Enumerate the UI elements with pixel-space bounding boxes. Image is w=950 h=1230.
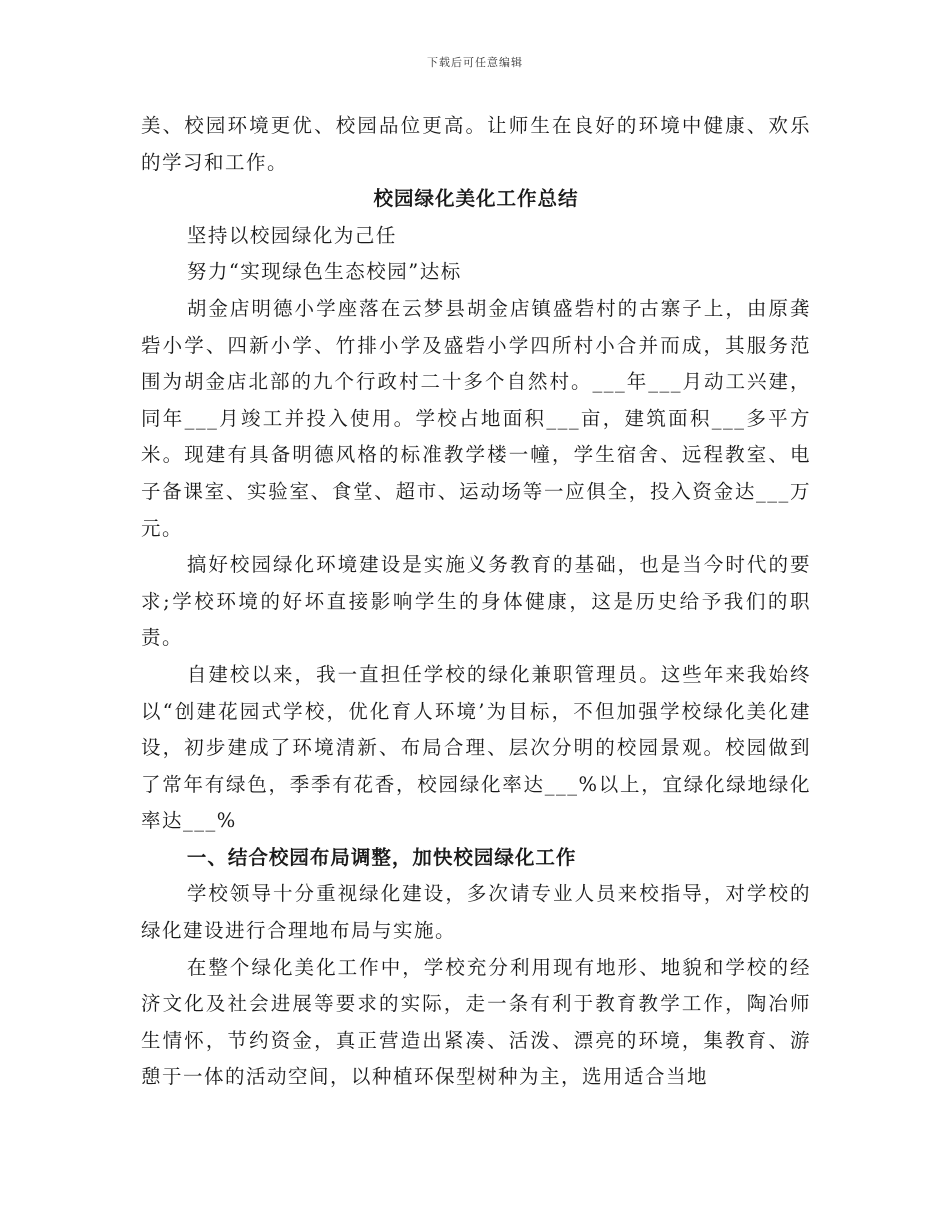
document-title: 校园绿化美化工作总结 (373, 187, 579, 211)
page-header-note: 下载后可任意编辑 (427, 56, 523, 69)
subtitle-line-1: 坚持以校园绿化为己任 (186, 223, 397, 247)
subtitle-line-2: 努力“实现绿色生态校园”达标 (186, 260, 462, 284)
paragraph-school-overview: 胡金店明德小学座落在云梦县胡金店镇盛砦村的古寨子上，由原龚砦小学、四新小学、竹排小学及盛砦小学四所村小合并而成，其服务范围为胡金店北部的九个行政村二十多个自然村。___年___月动工兴建，同年___月竣工并投入使用。学校占地面积___亩，建筑面积___多平方米。现建有具备明德风格的标准教学楼一幢，学生宿舍、远程教室、电子备课室、实验室、食堂、超市、运动场等一应俱全，投入资金达___万元。 (141, 296, 811, 540)
section-heading-1: 一、结合校园布局调整，加快校园绿化工作 (186, 845, 577, 869)
continuation-paragraph: 美、校园环境更优、校园品位更高。让师生在良好的环境中健康、欢乐的学习和工作。 (141, 114, 811, 174)
paragraph-leadership: 学校领导十分重视绿化建设，多次请专业人员来校指导，对学校的绿化建设进行合理地布局与实施。 (141, 882, 811, 943)
paragraph-greening-approach: 在整个绿化美化工作中，学校充分利用现有地形、地貌和学校的经济文化及社会进展等要求的实际，走一条有利于教育教学工作，陶冶师生情怀，节约资金，真正营造出紧凑、活泼、漂亮的环境，集教育、游憩于一体的活动空间，以种植环保型树种为主，选用适合当地 (141, 955, 811, 1089)
document-body (141, 108, 811, 1096)
paragraph-greening-achievements: 自建校以来，我一直担任学校的绿化兼职管理员。这些年来我始终以“创建花园式学校，优化育人环境’为目标，不但加强学校绿化美化建设，初步建成了环境清新、布局合理、层次分明的校园景观。校园做到了常年有绿色，季季有花香，校园绿化率达___%以上，宜绿化绿地绿化率达___% (141, 662, 811, 833)
paragraph-greening-importance: 搞好校园绿化环境建设是实施义务教育的基础，也是当今时代的要求;学校环境的好坏直接影响学生的身体健康，这是历史给予我们的职责。 (141, 553, 811, 650)
